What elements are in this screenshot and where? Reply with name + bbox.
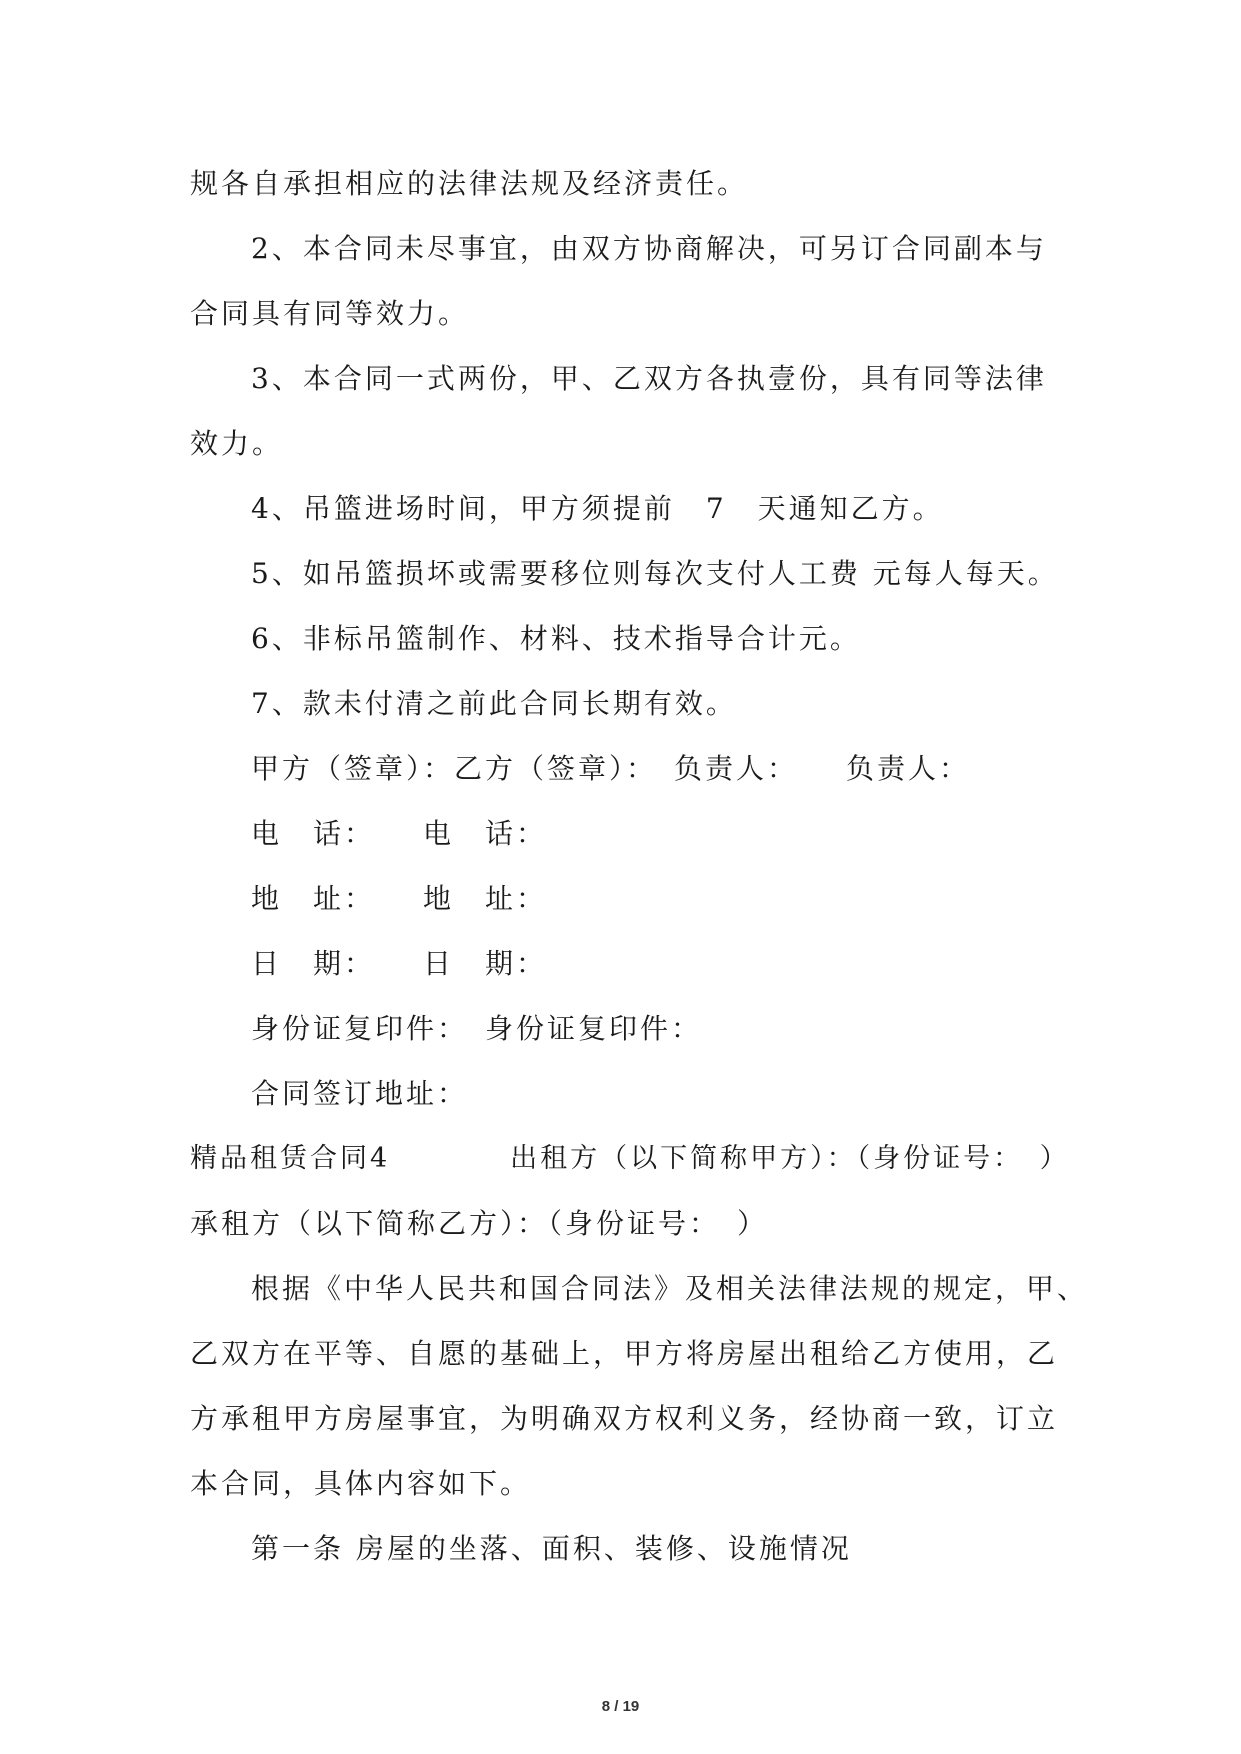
text-line-18: 根据《中华人民共和国合同法》及相关法律法规的规定，甲、 [251, 1272, 1089, 1305]
text-line-7: 5、如吊篮损坏或需要移位则每次支付人工费 元每人每天。 [251, 557, 1059, 590]
text-line-15: 合同签订地址： [251, 1077, 469, 1110]
text-line-17: 承租方（以下简称乙方）：（身份证号： ） [190, 1207, 769, 1240]
text-line-19: 乙双方在平等、自愿的基础上，甲方将房屋出租给乙方使用，乙 [190, 1337, 1059, 1370]
text-line-2: 2、本合同未尽事宜，由双方协商解决，可另订合同副本与 [251, 232, 1047, 265]
text-line-14: 身份证复印件： 身份证复印件： [251, 1012, 703, 1045]
page-number: 8 / 19 [601, 1698, 640, 1715]
text-line-9: 7、款未付清之前此合同长期有效。 [251, 687, 737, 720]
text-line-5: 效力。 [190, 427, 284, 460]
text-line-10: 甲方（签章）：乙方（签章）： 负责人： 负责人： [251, 752, 971, 785]
text-line-1: 规各自承担相应的法律法规及经济责任。 [190, 167, 749, 200]
text-line-4: 3、本合同一式两份，甲、乙双方各执壹份，具有同等法律 [251, 362, 1047, 395]
text-line-12: 地 址： 地 址： [251, 882, 548, 915]
text-line-11: 电 话： 电 话： [251, 817, 548, 850]
text-line-6: 4、吊篮进场时间，甲方须提前 7 天通知乙方。 [251, 492, 944, 525]
text-line-20: 方承租甲方房屋事宜，为明确双方权利义务，经协商一致，订立 [190, 1402, 1059, 1435]
text-line-8: 6、非标吊篮制作、材料、技术指导合计元。 [251, 622, 861, 655]
text-line-13: 日 期： 日 期： [251, 947, 548, 980]
text-line-22: 第一条 房屋的坐落、面积、装修、设施情况 [251, 1532, 852, 1565]
text-line-16: 精品租赁合同4 出租方（以下简称甲方）：（身份证号： ） [190, 1143, 1070, 1174]
text-line-21: 本合同，具体内容如下。 [190, 1467, 532, 1500]
text-line-3: 合同具有同等效力。 [190, 297, 470, 330]
